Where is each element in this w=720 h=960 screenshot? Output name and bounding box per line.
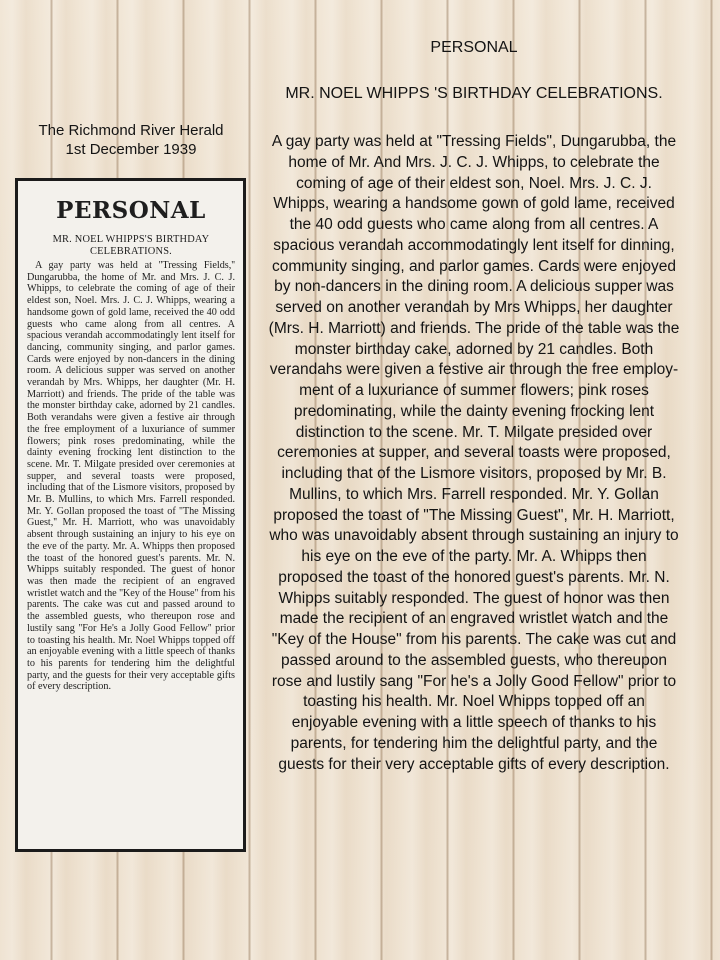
article-heading: PERSONAL — [430, 39, 518, 56]
transcription — [268, 38, 680, 775]
article-body: A gay party was held at "Tressing Fields", Dungarubba, the home of Mr. And Mrs. J. C. J. Whipps, to celebrate the coming of age of their eldest son, Noel. Mrs. J. C. J. Whipps, wearing a handsome gown of gold lame, received the 40 odd guests who came along from all centres. A spacious verandah accommodatingly lent itself for dinning, community singing, and parlor games. Cards were enjoyed by non-dancers in the dining room. A delicious supper was served on another verandah by Mrs Whipps, her daughter (Mrs. H. Marriott) and friends. The pride of the table was the monster birthday cake, adorned by 21 candles. Both verandahs were given a festive air through the free employ- ment of a luxuriance of summer flowers; pink roses predominating, while the dainty evening frocking lent distinction to the scene. Mr. T. Milgate presided over ceremonies at supper, and several toasts were proposed, including that of the Lismore visitors, proposed by Mr. B. Mullins, to which Mrs. Farrell responded. Mr. Y. Gollan proposed the toast of "The Missing Guest", Mr. H. Marriott, who was unavoidably absent through sustaining an injury to his eye on the eve of the party. Mr. A. Whipps then proposed the toast of the honored guest's parents. Mr. N. Whipps suitably responded. The guest of honor was then made the recipient of an engraved wristlet watch and the "Key of the House" from his parents. The cake was cut and passed around to the assembled guests, who thereupon rose and lustily sang "For he's a Jolly Good Fellow" prior to toasting his health. Mr. Noel Whipps topped off an enjoyable evening with a little speech of thanks to his parents, for tendering him the delightful party, and the guests for their very acceptable gifts of every description. — [268, 133, 680, 773]
clipping-body: A gay party was held at ''Tressing Fields,'' Dungarubba, the home of Mr. and Mrs. J. C. J. Whipps, to celebrate the coming of age of their eldest son, Noel. Mrs. J. C. J. Whipps, wearing a handsome gown of gold lame, received the 40 odd guests who came along from all centres. A spacious verandah accommodatingly lent itself for dancing, community singing, and parlor games. Cards were enjoyed by non-dancers in the dining room. A delicious supper was served on another verandah by Mrs. Whipps, her daughter (Mr. H. Marriott) and friends. The pride of the table was the monster birthday cake, adorned by 21 candles. Both verandahs were given a festive air through the free employment of a luxuriance of summer flowers; pink roses predominating, while the dainty evening frocking lent distinction to the scene. Mr. T. Milgate presided over ceremonies at supper, and several toasts were proposed, including that of the Lismore visitors, proposed by Mr. B. Mullins, to which Mrs. Farrell responded. Mr. Y. Gollan proposed the toast of ''The Missing Guest,'' Mr. H. Marriott, who was unavoidably absent through sustaining an injury to his eye on the eve of the party. Mr. A. Whipps then proposed the toast of the honored guest's parents. Mr. N. Whipps suitably responded. The guest of honor was then made the recipient of an engraved wristlet watch and the ''Key of the House'' from his parents. The cake was cut and passed around to the assembled guests, who thereupon rose and lustily sang ''For He's a Jolly Good Fellow'' prior to toasting his health. Mr. Noel Whipps topped off an enjoyable evening with a little speech of thanks to his parents for tendering him the delightful party, and the guests for their very acceptable gifts of every description. — [27, 260, 235, 693]
source-caption — [20, 121, 242, 159]
clipping-title: MR. NOEL WHIPPS'S BIRTHDAY CELEBRATIONS. — [52, 234, 210, 257]
newspaper-clipping — [15, 178, 246, 852]
clipping-heading: PERSONAL — [56, 197, 206, 224]
publication-name: The Richmond River Herald — [38, 122, 224, 139]
article-title: MR. NOEL WHIPPS 'S BIRTHDAY CELEBRATIONS. — [285, 85, 663, 102]
publication-date: 1st December 1939 — [65, 141, 197, 158]
